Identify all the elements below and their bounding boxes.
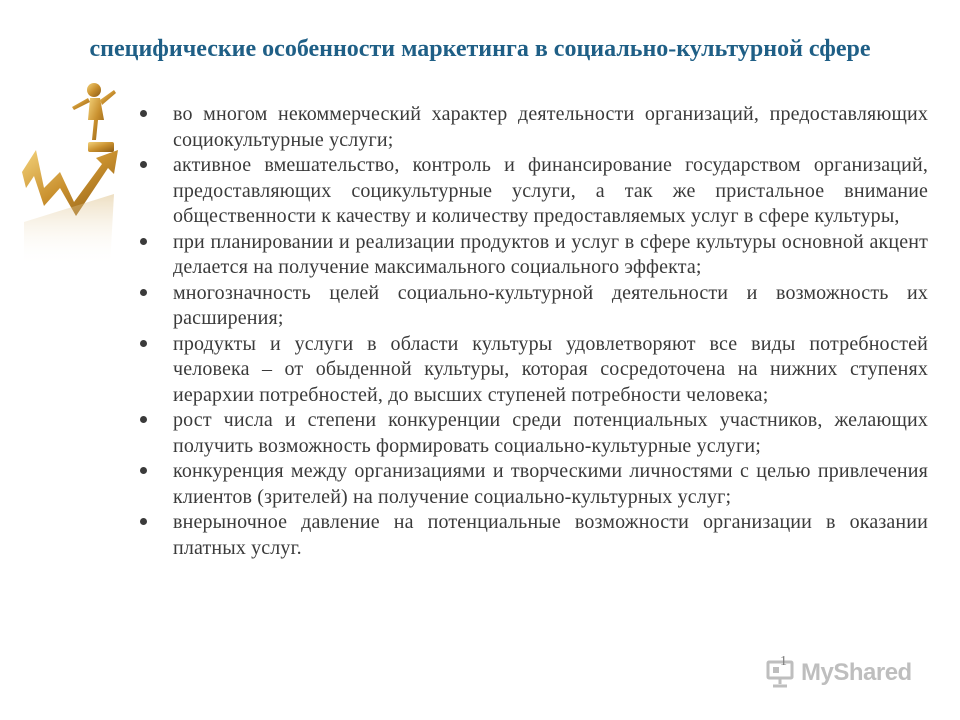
list-item-text: рост числа и степени конкуренции среди потенциальных участников, желающих получить возможность формировать социально-культурные услуги;: [173, 409, 928, 457]
bullet-dot-icon: [140, 416, 147, 423]
list-item: [140, 408, 928, 459]
list-item-text: конкуренция между организациями и творческими личностями с целью привлечения клиентов (зрителей) на получение социально-культурных услуг;: [173, 460, 928, 508]
list-item-text: внерыночное давление на потенциальные возможности организации в оказании платных услуг.: [173, 511, 928, 559]
bullet-dot-icon: [140, 289, 147, 296]
bullet-list: [140, 102, 928, 561]
gold-figure-on-rising-arrow-icon: [14, 76, 154, 276]
bullet-dot-icon: [140, 161, 147, 168]
watermark: [765, 655, 912, 691]
list-item-text: при планировании и реализации продуктов и услуг в сфере культуры основной акцент делается на получение максимального социального эффекта;: [173, 230, 928, 278]
presentation-board-icon: [765, 658, 795, 688]
slide-title: специфические особенности маркетинга в социально-культурной сфере: [89, 36, 871, 62]
list-item: [140, 510, 928, 561]
list-item: [140, 332, 928, 409]
list-item: [140, 459, 928, 510]
bullet-dot-icon: [140, 340, 147, 347]
list-item-text: активное вмешательство, контроль и финансирование государством организаций, предоставляющих социкультурные услуги, а так же пристальное внимание общественности к качеству и количеству предоставляемых услуг в сфере культуры,: [173, 154, 928, 227]
bullet-dot-icon: [140, 518, 147, 525]
bullet-dot-icon: [140, 238, 147, 245]
list-item: [140, 230, 928, 281]
list-item-text: во многом некоммерческий характер деятельности организаций, предоставляющих социокультурные услуги;: [173, 103, 928, 151]
watermark-text: MyShared: [801, 659, 912, 686]
list-item: [140, 102, 928, 153]
page-number: 1: [780, 654, 787, 669]
list-item: [140, 281, 928, 332]
bullet-dot-icon: [140, 467, 147, 474]
list-item-text: продукты и услуги в области культуры удовлетворяют все виды потребностей человека – от обыденной культуры, которая сосредоточена на нижних ступенях иерархии потребностей, до высших ступеней потребности человека;: [173, 332, 928, 406]
list-item-text: многозначность целей социально-культурной деятельности и возможность их расширения;: [173, 281, 928, 329]
list-item: [140, 153, 928, 230]
bullet-dot-icon: [140, 110, 147, 117]
